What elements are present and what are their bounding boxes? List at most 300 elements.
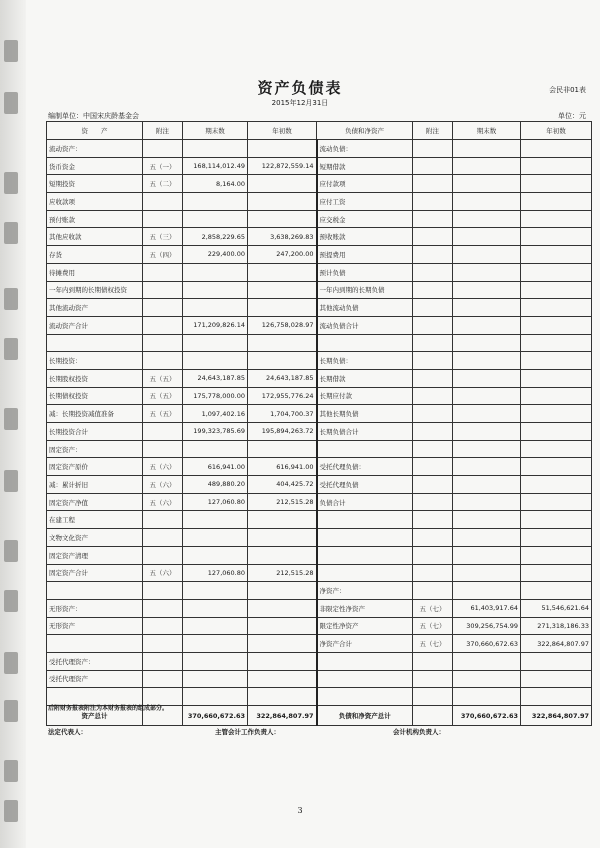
liability-note — [413, 210, 453, 228]
liability-item — [317, 652, 413, 670]
liability-end-value — [453, 546, 521, 564]
asset-note — [143, 529, 183, 547]
liability-item: 净资产合计 — [317, 635, 413, 653]
asset-end-value: 199,323,785.69 — [183, 423, 248, 441]
asset-note — [143, 635, 183, 653]
asset-note: 五（五） — [143, 387, 183, 405]
asset-item: 无形资产 — [47, 617, 143, 635]
asset-end-value: 2,858,229.65 — [183, 228, 248, 246]
asset-note — [143, 511, 183, 529]
liability-begin-value — [521, 157, 592, 175]
asset-note — [143, 316, 183, 334]
liability-note — [413, 440, 453, 458]
binding-hole — [4, 40, 18, 62]
asset-begin-value — [248, 440, 317, 458]
liability-begin-value — [521, 387, 592, 405]
liability-end-value — [453, 140, 521, 158]
liability-note — [413, 670, 453, 688]
table-row — [47, 157, 592, 175]
page-number: 3 — [297, 806, 303, 815]
liabilities-total-label: 负债和净资产总计 — [317, 706, 413, 726]
asset-end-value — [183, 529, 248, 547]
asset-end-value — [183, 617, 248, 635]
liability-item: 其他流动负债 — [317, 299, 413, 317]
binding-hole — [4, 652, 18, 674]
asset-item: 长期股权投资 — [47, 369, 143, 387]
asset-begin-value — [248, 529, 317, 547]
asset-note — [143, 263, 183, 281]
table-row — [47, 369, 592, 387]
asset-begin-value: 212,515.28 — [248, 564, 317, 582]
liabilities-total-begin: 322,864,807.97 — [521, 706, 592, 726]
liability-note — [413, 529, 453, 547]
asset-note — [143, 617, 183, 635]
table-row — [47, 299, 592, 317]
table-row — [47, 529, 592, 547]
liability-end-value: 61,403,917.64 — [453, 599, 521, 617]
table-row — [47, 617, 592, 635]
asset-note: 五（二） — [143, 175, 183, 193]
asset-item: 货币资金 — [47, 157, 143, 175]
table-row — [47, 546, 592, 564]
liability-item: 一年内到期的长期负债 — [317, 281, 413, 299]
liability-end-value — [453, 670, 521, 688]
asset-note — [143, 440, 183, 458]
table-row — [47, 246, 592, 264]
liability-begin-value — [521, 440, 592, 458]
asset-end-value — [183, 670, 248, 688]
liability-item: 短期借款 — [317, 157, 413, 175]
asset-begin-value — [248, 688, 317, 706]
liability-begin-value — [521, 423, 592, 441]
asset-note: 五（四） — [143, 246, 183, 264]
col-header-assets: 资 产 — [47, 122, 143, 140]
accounting-dept-head-label: 会计机构负责人： — [393, 728, 445, 736]
liability-end-value — [453, 299, 521, 317]
liability-note — [413, 263, 453, 281]
asset-note: 五（六） — [143, 458, 183, 476]
liability-end-value — [453, 423, 521, 441]
liability-note — [413, 546, 453, 564]
asset-begin-value — [248, 582, 317, 600]
asset-item — [47, 635, 143, 653]
table-row — [47, 228, 592, 246]
asset-end-value — [183, 599, 248, 617]
liability-begin-value — [521, 564, 592, 582]
liability-item: 预提费用 — [317, 246, 413, 264]
liability-note — [413, 246, 453, 264]
liability-item: 预计负债 — [317, 263, 413, 281]
page-title: 资产负债表 — [257, 79, 343, 97]
asset-end-value — [183, 352, 248, 370]
asset-note: 五（六） — [143, 476, 183, 494]
liability-begin-value — [521, 299, 592, 317]
liabilities-total-end: 370,660,672.63 — [453, 706, 521, 726]
asset-begin-value — [248, 175, 317, 193]
liability-item: 应付款项 — [317, 175, 413, 193]
binding-hole — [4, 408, 18, 430]
liability-begin-value — [521, 493, 592, 511]
asset-item: 其他流动资产 — [47, 299, 143, 317]
liability-note — [413, 387, 453, 405]
binding-hole — [4, 700, 18, 722]
liability-end-value — [453, 476, 521, 494]
liability-end-value: 370,660,672.63 — [453, 635, 521, 653]
accounting-head-label: 主管会计工作负责人： — [215, 728, 280, 736]
asset-note — [143, 140, 183, 158]
liability-end-value — [453, 263, 521, 281]
col-header-begin: 年初数 — [248, 122, 317, 140]
asset-begin-value — [248, 334, 317, 352]
asset-item: 长期投资： — [47, 352, 143, 370]
liability-end-value — [453, 175, 521, 193]
binding-hole — [4, 760, 18, 782]
table-header-row — [47, 122, 592, 140]
liability-end-value — [453, 405, 521, 423]
asset-item: 固定资产清理 — [47, 546, 143, 564]
asset-item: 固定资产： — [47, 440, 143, 458]
liability-note — [413, 493, 453, 511]
asset-note — [143, 652, 183, 670]
liability-note — [413, 652, 453, 670]
liability-end-value — [453, 582, 521, 600]
asset-begin-value — [248, 670, 317, 688]
organization-label: 编制单位：中国宋庆龄基金会 — [48, 112, 139, 120]
table-row — [47, 334, 592, 352]
liability-item — [317, 511, 413, 529]
asset-begin-value: 24,643,187.85 — [248, 369, 317, 387]
asset-item: 短期投资 — [47, 175, 143, 193]
liability-item — [317, 564, 413, 582]
liability-item: 长期负债合计 — [317, 423, 413, 441]
liability-end-value — [453, 688, 521, 706]
asset-note — [143, 210, 183, 228]
asset-note — [143, 281, 183, 299]
binding-hole — [4, 172, 18, 194]
form-number: 会民非01表 — [549, 86, 586, 94]
asset-item: 固定资产合计 — [47, 564, 143, 582]
liability-item — [317, 334, 413, 352]
liability-note — [413, 423, 453, 441]
liability-item: 限定性净资产 — [317, 617, 413, 635]
legal-representative-label: 法定代表人： — [48, 728, 87, 736]
liability-item: 流动负债合计 — [317, 316, 413, 334]
liability-begin-value — [521, 670, 592, 688]
liability-item: 长期借款 — [317, 369, 413, 387]
asset-begin-value: 616,941.00 — [248, 458, 317, 476]
asset-item: 无形资产： — [47, 599, 143, 617]
asset-item: 流动资产合计 — [47, 316, 143, 334]
asset-item: 预付账款 — [47, 210, 143, 228]
table-row — [47, 635, 592, 653]
liability-begin-value — [521, 546, 592, 564]
liability-item — [317, 688, 413, 706]
liability-begin-value — [521, 582, 592, 600]
liability-end-value — [453, 352, 521, 370]
asset-item: 受托代理资产 — [47, 670, 143, 688]
liability-note — [413, 405, 453, 423]
table-row — [47, 476, 592, 494]
balance-sheet-table — [46, 121, 592, 726]
asset-item: 减：累计折旧 — [47, 476, 143, 494]
footnote: 后附财务报表附注为本财务报表的组成部分。 — [48, 705, 169, 712]
asset-begin-value — [248, 599, 317, 617]
asset-end-value: 1,097,402.16 — [183, 405, 248, 423]
liability-end-value — [453, 228, 521, 246]
asset-begin-value — [248, 281, 317, 299]
asset-note: 五（六） — [143, 564, 183, 582]
asset-begin-value — [248, 299, 317, 317]
liability-note — [413, 369, 453, 387]
liability-end-value — [453, 193, 521, 211]
liability-note — [413, 352, 453, 370]
liability-begin-value: 51,546,621.64 — [521, 599, 592, 617]
asset-item: 受托代理资产： — [47, 652, 143, 670]
liability-begin-value — [521, 511, 592, 529]
table-row — [47, 140, 592, 158]
liability-end-value — [453, 511, 521, 529]
liability-note — [413, 299, 453, 317]
asset-end-value — [183, 193, 248, 211]
liability-item: 预收账款 — [317, 228, 413, 246]
currency-unit: 单位：元 — [558, 112, 586, 120]
liability-begin-value — [521, 405, 592, 423]
liability-end-value — [453, 316, 521, 334]
liability-end-value — [453, 458, 521, 476]
table-row — [47, 387, 592, 405]
liability-item: 净资产： — [317, 582, 413, 600]
binding-hole — [4, 540, 18, 562]
liability-begin-value — [521, 652, 592, 670]
asset-note — [143, 423, 183, 441]
table-row — [47, 263, 592, 281]
liability-begin-value — [521, 688, 592, 706]
asset-end-value: 175,778,000.00 — [183, 387, 248, 405]
liability-end-value — [453, 334, 521, 352]
asset-begin-value: 247,200.00 — [248, 246, 317, 264]
asset-end-value — [183, 440, 248, 458]
asset-item: 流动资产： — [47, 140, 143, 158]
table-row — [47, 316, 592, 334]
asset-item — [47, 334, 143, 352]
asset-end-value: 171,209,826.14 — [183, 316, 248, 334]
liability-note — [413, 458, 453, 476]
asset-end-value — [183, 281, 248, 299]
table-row — [47, 599, 592, 617]
liability-begin-value — [521, 334, 592, 352]
liability-begin-value — [521, 316, 592, 334]
asset-item: 存货 — [47, 246, 143, 264]
liability-note — [413, 334, 453, 352]
asset-begin-value: 3,638,269.83 — [248, 228, 317, 246]
asset-end-value: 127,060.80 — [183, 564, 248, 582]
col-header-note: 附注 — [413, 122, 453, 140]
table-row — [47, 511, 592, 529]
asset-item: 固定资产原价 — [47, 458, 143, 476]
binding-hole — [4, 338, 18, 360]
asset-note: 五（六） — [143, 493, 183, 511]
asset-end-value — [183, 210, 248, 228]
asset-begin-value: 1,704,700.37 — [248, 405, 317, 423]
table-row — [47, 405, 592, 423]
liability-note — [413, 140, 453, 158]
liability-begin-value — [521, 263, 592, 281]
asset-end-value — [183, 688, 248, 706]
liability-item — [317, 440, 413, 458]
liability-begin-value: 322,864,807.97 — [521, 635, 592, 653]
col-header-end: 期末数 — [453, 122, 521, 140]
table-row — [47, 281, 592, 299]
asset-begin-value — [248, 352, 317, 370]
asset-begin-value — [248, 546, 317, 564]
asset-note — [143, 546, 183, 564]
asset-item: 固定资产净值 — [47, 493, 143, 511]
liability-item — [317, 670, 413, 688]
liability-item: 其他长期负债 — [317, 405, 413, 423]
table-row — [47, 582, 592, 600]
liability-note — [413, 564, 453, 582]
asset-end-value: 8,164.00 — [183, 175, 248, 193]
liability-end-value — [453, 387, 521, 405]
liability-item: 应付工资 — [317, 193, 413, 211]
asset-item: 文物文化资产 — [47, 529, 143, 547]
liability-end-value: 309,256,754.99 — [453, 617, 521, 635]
liability-note — [413, 281, 453, 299]
asset-end-value — [183, 582, 248, 600]
table-row — [47, 423, 592, 441]
asset-note — [143, 582, 183, 600]
liability-end-value — [453, 564, 521, 582]
asset-end-value — [183, 546, 248, 564]
liability-note: 五（七） — [413, 635, 453, 653]
liability-begin-value — [521, 476, 592, 494]
asset-note: 五（三） — [143, 228, 183, 246]
asset-end-value — [183, 652, 248, 670]
liability-note: 五（七） — [413, 617, 453, 635]
liability-begin-value — [521, 529, 592, 547]
liability-item: 负债合计 — [317, 493, 413, 511]
asset-end-value: 489,880.20 — [183, 476, 248, 494]
table-row — [47, 193, 592, 211]
liability-begin-value — [521, 175, 592, 193]
liability-note — [413, 476, 453, 494]
liability-item: 受托代理负债 — [317, 476, 413, 494]
liability-end-value — [453, 529, 521, 547]
asset-begin-value: 126,758,028.97 — [248, 316, 317, 334]
binding-hole — [4, 590, 18, 612]
asset-end-value: 168,114,012.49 — [183, 157, 248, 175]
liability-begin-value — [521, 352, 592, 370]
liability-note: 五（七） — [413, 599, 453, 617]
col-header-liabilities: 负债和净资产 — [317, 122, 413, 140]
asset-end-value — [183, 263, 248, 281]
liability-end-value — [453, 157, 521, 175]
liability-item: 长期负债： — [317, 352, 413, 370]
liability-end-value — [453, 369, 521, 387]
liability-end-value — [453, 440, 521, 458]
asset-end-value: 24,643,187.85 — [183, 369, 248, 387]
liability-item: 流动负债： — [317, 140, 413, 158]
liability-end-value — [453, 210, 521, 228]
liability-end-value — [453, 493, 521, 511]
table-row — [47, 458, 592, 476]
asset-item: 应收款项 — [47, 193, 143, 211]
liability-note — [413, 228, 453, 246]
asset-end-value: 616,941.00 — [183, 458, 248, 476]
table-row — [47, 210, 592, 228]
report-date: 2015年12月31日 — [271, 99, 329, 107]
liability-item: 应交税金 — [317, 210, 413, 228]
binding-hole — [4, 288, 18, 310]
liability-item — [317, 546, 413, 564]
table-row — [47, 175, 592, 193]
liability-note — [413, 511, 453, 529]
table-row — [47, 652, 592, 670]
liability-note — [413, 688, 453, 706]
liability-begin-value — [521, 228, 592, 246]
liability-item: 长期应付款 — [317, 387, 413, 405]
asset-note: 五（一） — [143, 157, 183, 175]
liability-end-value — [453, 281, 521, 299]
liability-end-value — [453, 246, 521, 264]
asset-note — [143, 599, 183, 617]
asset-begin-value — [248, 511, 317, 529]
liability-note — [413, 582, 453, 600]
liability-note — [413, 193, 453, 211]
assets-total-begin: 322,864,807.97 — [248, 706, 317, 726]
asset-note: 五（五） — [143, 405, 183, 423]
asset-begin-value: 404,425.72 — [248, 476, 317, 494]
asset-item: 长期债权投资 — [47, 387, 143, 405]
binding-hole — [4, 222, 18, 244]
asset-begin-value: 122,872,559.14 — [248, 157, 317, 175]
asset-begin-value — [248, 617, 317, 635]
asset-begin-value: 212,515.28 — [248, 493, 317, 511]
asset-begin-value — [248, 263, 317, 281]
asset-note — [143, 299, 183, 317]
liability-note — [413, 175, 453, 193]
table-row — [47, 670, 592, 688]
asset-begin-value — [248, 635, 317, 653]
asset-item: 其他应收款 — [47, 228, 143, 246]
table-row — [47, 493, 592, 511]
asset-begin-value — [248, 140, 317, 158]
liability-begin-value — [521, 369, 592, 387]
asset-end-value: 229,400.00 — [183, 246, 248, 264]
col-header-note: 附注 — [143, 122, 183, 140]
liability-begin-value — [521, 246, 592, 264]
table-row — [47, 440, 592, 458]
assets-total-end: 370,660,672.63 — [183, 706, 248, 726]
asset-end-value: 127,060.80 — [183, 493, 248, 511]
asset-begin-value: 195,894,263.72 — [248, 423, 317, 441]
asset-note — [143, 334, 183, 352]
col-header-end: 期末数 — [183, 122, 248, 140]
liability-begin-value — [521, 210, 592, 228]
asset-item — [47, 582, 143, 600]
liability-item — [317, 529, 413, 547]
cell-note — [413, 706, 453, 726]
asset-end-value — [183, 140, 248, 158]
assets-total-label: 资产总计 — [47, 706, 143, 726]
binding-hole — [4, 470, 18, 492]
asset-end-value — [183, 299, 248, 317]
liability-end-value — [453, 652, 521, 670]
liability-begin-value — [521, 193, 592, 211]
liability-note — [413, 157, 453, 175]
liability-item: 受托代理负债： — [317, 458, 413, 476]
asset-begin-value: 172,955,776.24 — [248, 387, 317, 405]
